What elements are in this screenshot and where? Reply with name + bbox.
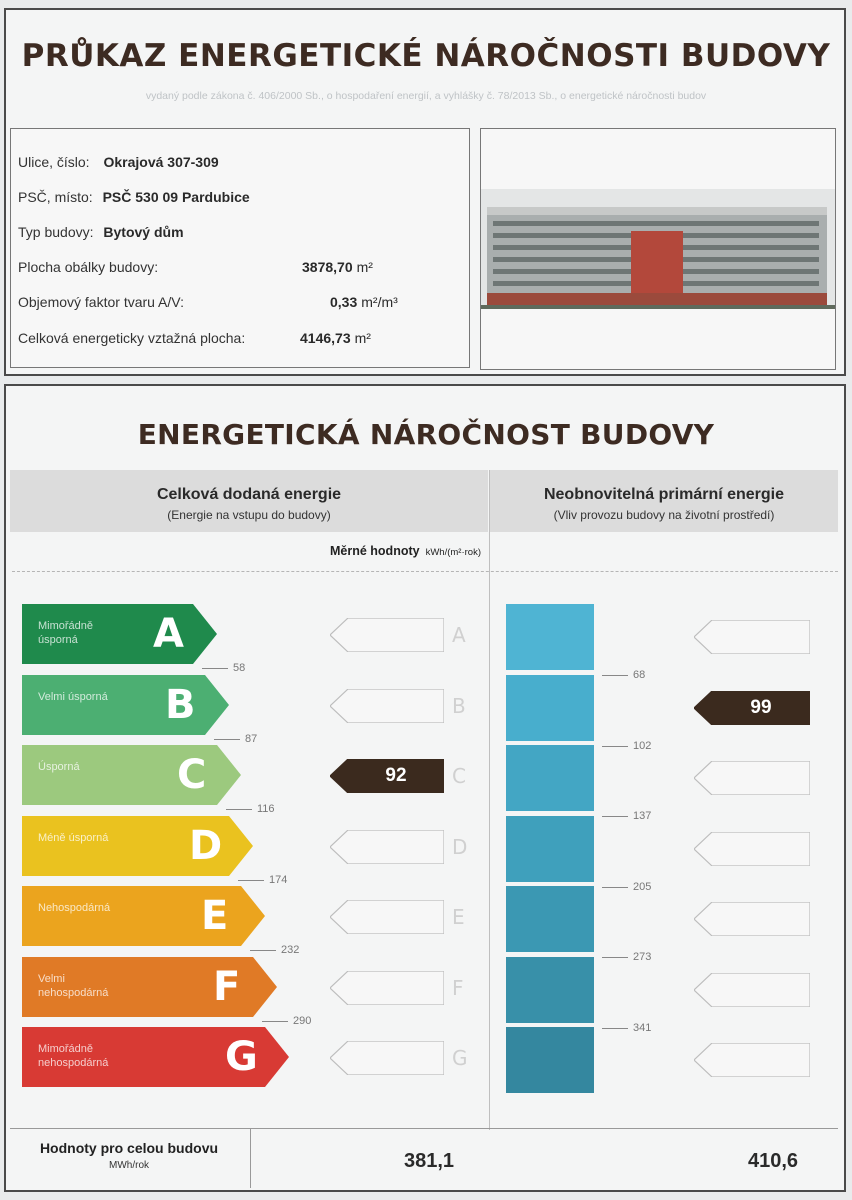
primary-energy-bar — [506, 816, 594, 882]
column-divider — [489, 470, 490, 1130]
left-threshold: 87 — [214, 733, 257, 745]
left-threshold: 174 — [238, 874, 287, 886]
right-empty-slot — [694, 1043, 812, 1079]
totals-divider — [250, 1128, 251, 1188]
left-empty-slot — [330, 830, 446, 866]
class-label: Méně úsporná — [38, 832, 109, 844]
right-empty-slot — [694, 973, 812, 1009]
psc-row — [18, 189, 250, 205]
class-letter: D — [189, 823, 223, 869]
left-threshold: 116 — [226, 803, 275, 815]
right-value-pointer — [694, 691, 812, 727]
specific-label: Měrné hodnoty — [330, 544, 420, 558]
building-photo — [480, 128, 836, 370]
street-label: Ulice, číslo: — [18, 154, 90, 170]
class-bar-b — [22, 675, 229, 735]
class-letter: C — [177, 752, 207, 798]
primary-energy-bar — [506, 957, 594, 1023]
left-empty-slot — [330, 689, 446, 725]
class-label: Mimořádně nehospodárná — [38, 1043, 109, 1069]
certificate-title: PRŮKAZ ENERGETICKÉ NÁROČNOSTI BUDOVY — [21, 38, 831, 74]
envelope-unit: m² — [356, 259, 373, 275]
left-column-heading — [10, 470, 488, 532]
volume-value-group — [330, 294, 398, 310]
class-label: Mimořádně úsporná — [38, 620, 94, 646]
totals-label: Hodnoty pro celou budovu — [39, 1140, 219, 1156]
left-slot-letter: C — [452, 764, 466, 788]
class-label: Velmi úsporná — [38, 691, 108, 703]
left-subheading: (Energie na vstupu do budovy) — [167, 508, 331, 522]
right-empty-slot — [694, 832, 812, 868]
area-value-group — [300, 330, 371, 346]
left-slot-letter: F — [452, 976, 464, 1000]
specific-unit: kWh/(m²·rok) — [425, 547, 481, 558]
psc-value: PSČ 530 09 Pardubice — [102, 189, 250, 205]
left-empty-slot — [330, 1041, 446, 1077]
volume-unit: m²/m³ — [361, 294, 398, 310]
envelope-value: 3878,70 — [302, 259, 353, 275]
primary-energy-bar — [506, 745, 594, 811]
envelope-value-group — [302, 259, 373, 275]
left-slot-letter: G — [452, 1046, 468, 1070]
class-bar-c — [22, 745, 241, 805]
primary-energy-bar — [506, 1027, 594, 1093]
left-slot-letter: B — [452, 694, 466, 718]
left-empty-slot — [330, 971, 446, 1007]
volume-label: Objemový faktor tvaru A/V: — [18, 294, 184, 310]
right-column-heading — [490, 470, 838, 532]
right-empty-slot — [694, 620, 812, 656]
class-bar-d — [22, 816, 253, 876]
street-value: Okrajová 307-309 — [103, 154, 219, 170]
volume-value: 0,33 — [330, 294, 358, 310]
envelope-label: Plocha obálky budovy: — [18, 259, 159, 275]
class-label: Velmi nehospodárná — [38, 973, 109, 999]
primary-energy-bar — [506, 675, 594, 741]
right-threshold: 68 — [602, 669, 645, 681]
type-value: Bytový dům — [103, 224, 184, 240]
left-threshold: 58 — [202, 662, 245, 674]
class-letter: A — [153, 611, 184, 657]
left-total-value: 381,1 — [404, 1150, 455, 1172]
psc-label: PSČ, místo: — [18, 189, 93, 205]
left-heading: Celková dodaná energie — [156, 486, 342, 503]
right-empty-slot — [694, 902, 812, 938]
class-bar-g — [22, 1027, 289, 1087]
class-bar-e — [22, 886, 265, 946]
specific-values-label — [330, 544, 481, 558]
rating-title: ENERGETICKÁ NÁROČNOST BUDOVY — [137, 418, 715, 451]
area-row — [18, 330, 245, 346]
left-empty-slot — [330, 618, 446, 654]
right-heading: Neobnovitelná primární energie — [543, 486, 785, 503]
building-photo-drawing — [481, 129, 836, 370]
type-label: Typ budovy: — [18, 224, 94, 240]
right-total-value: 410,6 — [748, 1150, 799, 1172]
left-threshold: 290 — [262, 1015, 311, 1027]
area-value: 4146,73 — [300, 330, 351, 346]
right-subheading: (Vliv provozu budovy na životní prostředí) — [553, 508, 775, 522]
primary-energy-bar — [506, 604, 594, 670]
class-bar-f — [22, 957, 277, 1017]
left-slot-letter: E — [452, 905, 465, 929]
class-label: Nehospodárná — [38, 902, 111, 914]
left-empty-slot — [330, 900, 446, 936]
right-threshold: 102 — [602, 740, 651, 752]
primary-energy-bar — [506, 886, 594, 952]
left-slot-letter: D — [452, 835, 468, 859]
left-threshold: 232 — [250, 944, 299, 956]
area-unit: m² — [354, 330, 371, 346]
class-label: Úsporná — [38, 761, 80, 773]
right-threshold: 205 — [602, 881, 651, 893]
class-letter: B — [165, 682, 196, 728]
right-empty-slot — [694, 761, 812, 797]
right-threshold: 341 — [602, 1022, 651, 1034]
street-row — [18, 154, 219, 170]
class-letter: G — [225, 1034, 258, 1080]
right-threshold: 273 — [602, 951, 651, 963]
dashed-divider — [12, 571, 838, 572]
class-letter: F — [213, 964, 241, 1010]
left-slot-letter: A — [452, 623, 466, 647]
right-threshold: 137 — [602, 810, 651, 822]
class-letter: E — [201, 893, 229, 939]
left-value: 92 — [385, 765, 407, 786]
left-value-pointer — [330, 759, 446, 795]
type-row — [18, 224, 184, 240]
totals-unit: MWh/rok — [109, 1160, 149, 1171]
certificate-subtitle: vydaný podle zákona č. 406/2000 Sb., o hospodaření energií, a vyhlášky č. 78/2013 Sb., o energetické náročnosti budov — [145, 90, 707, 102]
totals-label-group — [14, 1140, 244, 1171]
class-bar-a — [22, 604, 217, 664]
right-value: 99 — [750, 697, 772, 718]
area-label: Celková energeticky vztažná plocha: — [18, 330, 246, 346]
